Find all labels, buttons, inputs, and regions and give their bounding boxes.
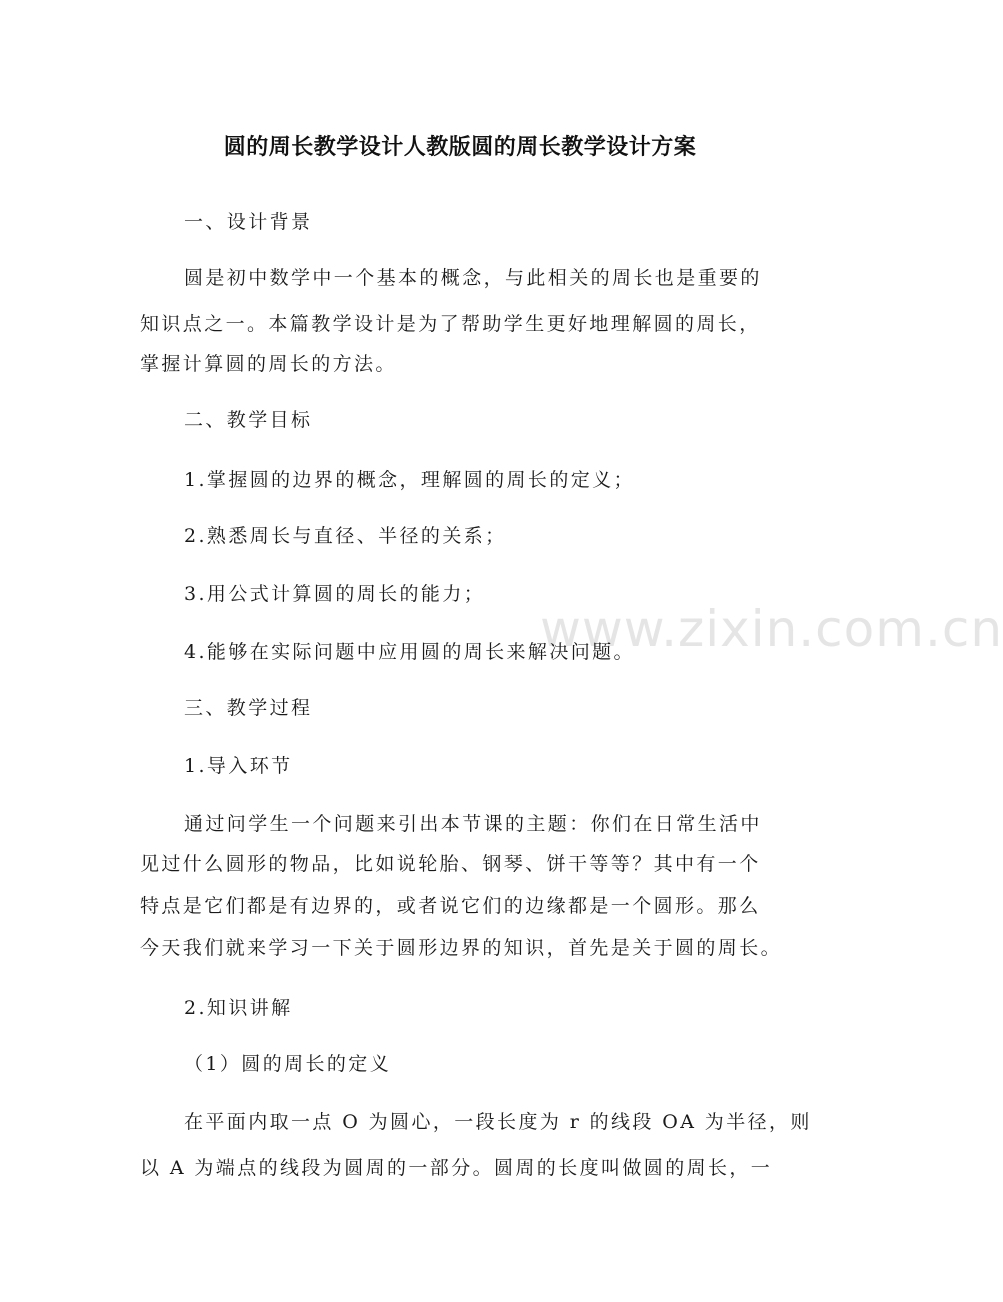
paragraph-line: 特点是它们都是有边界的，或者说它们的边缘都是一个圆形。那么 — [140, 895, 761, 917]
list-item: 3.用公式计算圆的周长的能力； — [184, 583, 486, 605]
paragraph-line: 以 A 为端点的线段为圆周的一部分。圆周的长度叫做圆的周长，一 — [140, 1157, 773, 1179]
paragraph-line: 通过问学生一个问题来引出本节课的主题：你们在日常生活中 — [184, 813, 762, 835]
paragraph-line: 圆是初中数学中一个基本的概念，与此相关的周长也是重要的 — [184, 267, 762, 289]
paragraph-line: 知识点之一。本篇教学设计是为了帮助学生更好地理解圆的周长， — [140, 313, 761, 335]
paragraph-line: 在平面内取一点 O 为圆心，一段长度为 r 的线段 OA 为半径，则 — [184, 1111, 812, 1133]
list-item: 2.熟悉周长与直径、半径的关系； — [184, 525, 507, 547]
subsection-heading: 2.知识讲解 — [184, 997, 293, 1019]
document-title: 圆的周长教学设计人教版圆的周长教学设计方案 — [223, 135, 697, 160]
paragraph-line: 见过什么圆形的物品，比如说轮胎、钢琴、饼干等等？其中有一个 — [140, 853, 761, 875]
section-heading-process: 三、教学过程 — [184, 697, 313, 719]
section-heading-background: 一、设计背景 — [184, 211, 313, 233]
watermark: www.zixin.com.cn — [540, 600, 1003, 658]
subsection-heading: （1）圆的周长的定义 — [184, 1053, 392, 1075]
list-item: 1.掌握圆的边界的概念，理解圆的周长的定义； — [184, 469, 635, 491]
subsection-heading: 1.导入环节 — [184, 755, 293, 777]
section-heading-goals: 二、教学目标 — [184, 409, 313, 431]
paragraph-line: 掌握计算圆的周长的方法。 — [140, 353, 397, 375]
list-item: 4.能够在实际问题中应用圆的周长来解决问题。 — [184, 641, 635, 663]
paragraph-line: 今天我们就来学习一下关于圆形边界的知识，首先是关于圆的周长。 — [140, 937, 783, 959]
